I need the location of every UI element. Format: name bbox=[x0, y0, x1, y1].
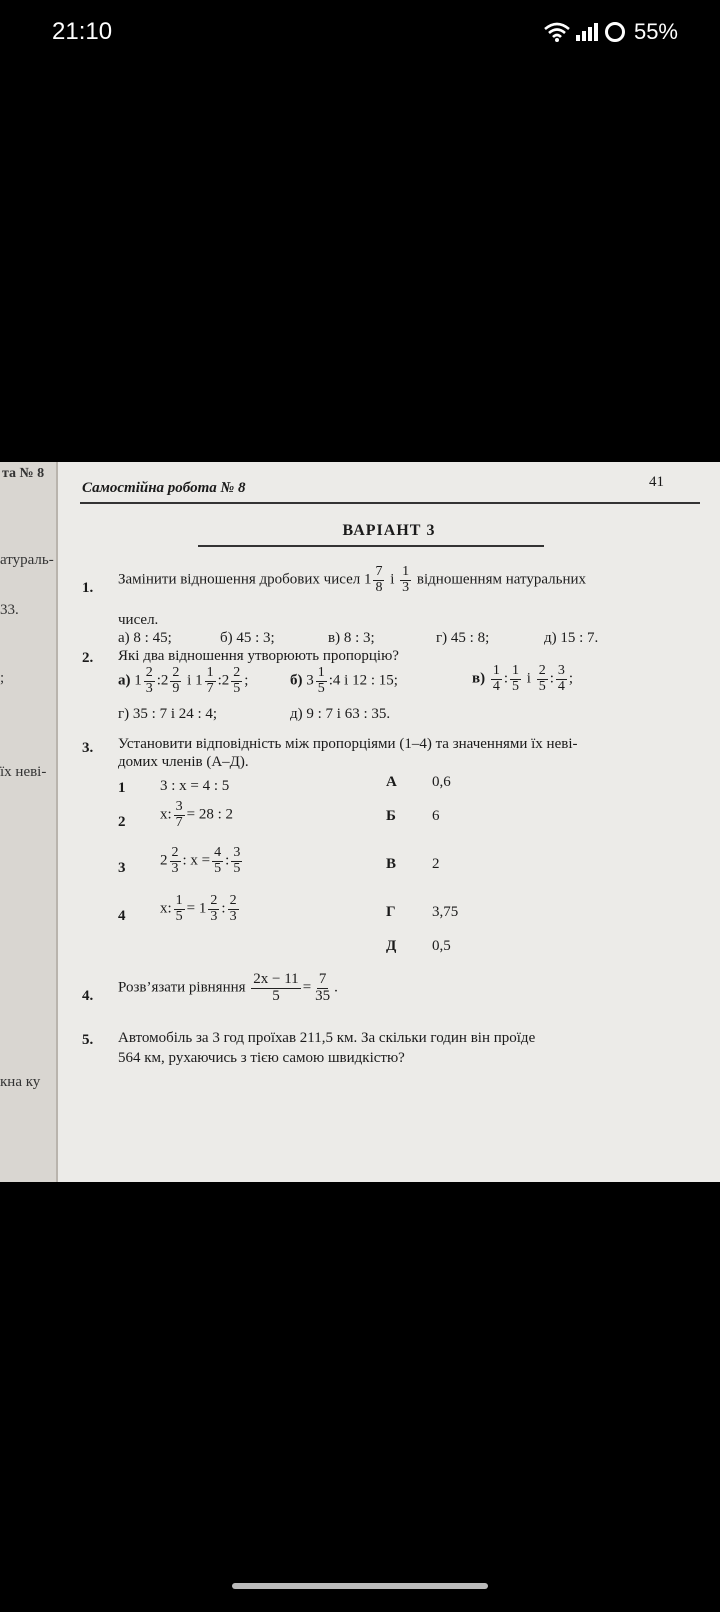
row-number: 3 bbox=[118, 860, 126, 876]
answer-letter: Д bbox=[386, 938, 397, 954]
proportion-1: 3 : x = 4 : 5 bbox=[160, 778, 230, 794]
task2-statement: Які два відношення утворюють пропорцію? bbox=[118, 648, 399, 664]
task2-option-v: в) $\frac{1}{4}$ : $\frac{1}{5}$ і $\frac{2}{5}$ : $\frac{3}{4}$ ; bbox=[472, 663, 574, 694]
text: Замінити відношення дробових чисел 1 bbox=[118, 571, 372, 588]
task-number: 4. bbox=[82, 988, 94, 1004]
row-number: 4 bbox=[118, 908, 126, 924]
left-fragment: їх неві- bbox=[0, 764, 47, 780]
task3-statement: Установити відповідність між пропорціями (1–4) та значеннями їх неві- bbox=[118, 736, 578, 752]
task1-option: д) 15 : 7. bbox=[544, 630, 599, 646]
task2-option-g: г) 35 : 7 і 24 : 4; bbox=[118, 706, 218, 722]
fraction: $\frac{7}{8}$ bbox=[375, 564, 383, 595]
text: і bbox=[390, 571, 395, 588]
proportion-3: 2 $\frac{2}{3}$ : x = $\frac{4}{5}$ : $\frac{3}{5}$ bbox=[160, 845, 241, 876]
task-number: 5. bbox=[82, 1032, 94, 1048]
running-header: Самостійна робота № 8 bbox=[82, 480, 246, 496]
proportion-4: x: $\frac{1}{5}$ = 1 $\frac{2}{3}$ : $\frac{2}{3}$ bbox=[160, 893, 237, 924]
task1-statement bbox=[118, 565, 586, 595]
wifi-icon bbox=[544, 22, 570, 42]
answer-value: 0,5 bbox=[432, 938, 451, 954]
row-number: 1 bbox=[118, 780, 126, 796]
answer-value: 3,75 bbox=[432, 904, 459, 920]
left-fragment: та № 8 bbox=[2, 466, 45, 481]
task1-option: г) 45 : 8; bbox=[436, 630, 490, 646]
answer-letter: В bbox=[386, 856, 397, 872]
task-number: 1. bbox=[82, 580, 94, 596]
book-photo bbox=[0, 462, 720, 1182]
answer-letter: Г bbox=[386, 904, 396, 920]
task2-option-b: б) 3 $\frac{1}{5}$ :4 і 12 : 15; bbox=[290, 665, 398, 696]
task-number: 3. bbox=[82, 740, 94, 756]
page-number: 41 bbox=[649, 474, 664, 490]
row-number: 2 bbox=[118, 814, 126, 830]
task1-option: а) 8 : 45; bbox=[118, 630, 172, 646]
proportion-2: x: $\frac{3}{7}$ = 28 : 2 bbox=[160, 799, 234, 830]
task1-option: б) 45 : 3; bbox=[220, 630, 275, 646]
answer-value: 0,6 bbox=[432, 774, 451, 790]
status-bar bbox=[0, 0, 720, 64]
left-fragment: ; bbox=[0, 670, 5, 686]
task1-continuation: чисел. bbox=[118, 612, 159, 628]
variant-title: ВАРІАНТ 3 bbox=[342, 522, 436, 539]
task5-line2: 564 км, рухаючись з тією самою швидкістю? bbox=[118, 1050, 405, 1066]
variant-rule bbox=[198, 545, 544, 547]
header-rule bbox=[80, 502, 700, 504]
text: відношенням натуральних bbox=[416, 571, 587, 588]
left-fragment: 33. bbox=[0, 602, 19, 618]
battery-level: 55% bbox=[633, 19, 678, 44]
task1-option: в) 8 : 3; bbox=[328, 630, 375, 646]
left-fragment: кна ку bbox=[0, 1074, 41, 1090]
answer-letter: А bbox=[386, 774, 397, 790]
task3-statement-cont: домих членів (А–Д). bbox=[118, 754, 249, 770]
gesture-nav-bar[interactable] bbox=[232, 1583, 488, 1589]
task-number: 2. bbox=[82, 650, 94, 666]
text-page bbox=[58, 462, 720, 1182]
task2-option-d: д) 9 : 7 і 63 : 35. bbox=[290, 706, 391, 722]
fraction: $\frac{1}{3}$ bbox=[402, 564, 410, 595]
signal-icon bbox=[576, 23, 598, 41]
answer-letter: Б bbox=[386, 808, 396, 824]
task4-statement: Розв’язати рівняння $\frac{2x - 11}{5}$ = $\frac{7}{35}$ . bbox=[118, 971, 338, 1004]
task2-option-a: а) 1 $\frac{2}{3}$ :2 $\frac{2}{9}$ і 1 $\frac{1}{7}$ :2 $\frac{2}{5}$ ; bbox=[118, 665, 249, 696]
left-page-edge bbox=[0, 462, 58, 1182]
battery-ring-icon bbox=[604, 21, 626, 43]
clock: 21:10 bbox=[52, 18, 113, 45]
left-fragment: атураль- bbox=[0, 552, 54, 568]
answer-value: 6 bbox=[432, 808, 440, 824]
answer-value: 2 bbox=[432, 856, 440, 872]
task5-line1: Автомобіль за 3 год проїхав 211,5 км. За скільки годин він проїде bbox=[118, 1030, 536, 1046]
